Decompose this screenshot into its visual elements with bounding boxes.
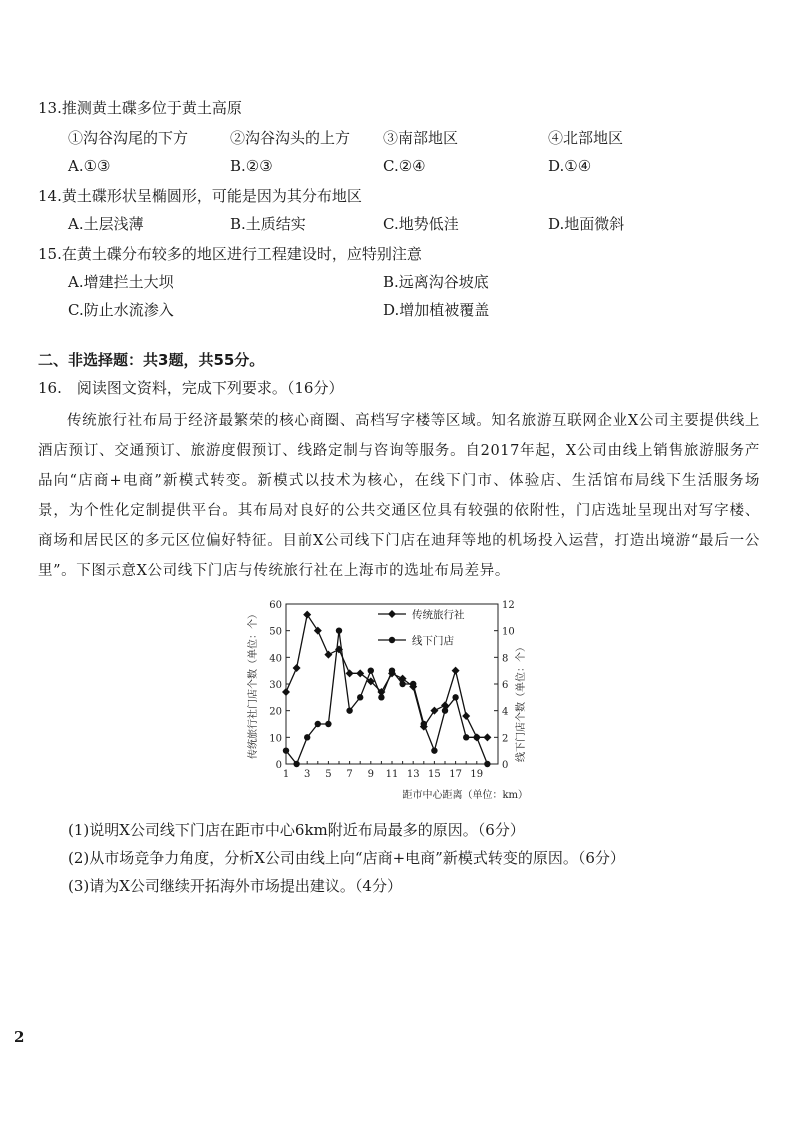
question-13-stem: 13.推测黄土碟多位于黄土高原 <box>38 99 242 117</box>
right-axis-label: 线下门店个数（单位：个） <box>516 642 527 762</box>
question-14-choice-b: B.土质结实 <box>230 215 306 233</box>
x-tick-label: 15 <box>428 769 441 780</box>
question-14-choice-c: C.地势低洼 <box>383 215 459 233</box>
offline-store-point <box>421 721 427 727</box>
x-tick-label: 11 <box>385 769 399 780</box>
question-16-intro: 16. 阅读图文资料，完成下列要求。（16分） <box>38 379 344 397</box>
question-15-choice-c: C.防止水流渗入 <box>68 301 174 319</box>
legend-marker-circle <box>389 637 395 643</box>
traditional-agency-point <box>452 667 460 675</box>
left-axis-label: 传统旅行社门店个数（单位：个） <box>248 609 259 759</box>
x-tick-label: 13 <box>406 769 420 780</box>
question-13-option-2: ②沟谷沟头的上方 <box>230 129 351 147</box>
traditional-agency-point <box>430 707 438 715</box>
question-16-part-1: (1)说明X公司线下门店在距市中心6km附近布局最多的原因。（6分） <box>68 821 525 839</box>
legend-label: 线下门店 <box>412 635 454 647</box>
offline-store-point <box>463 734 469 740</box>
question-13-choice-d: D.①④ <box>548 157 592 175</box>
left-tick-label: 60 <box>269 600 282 611</box>
question-16-part-3: (3)请为X公司继续开拓海外市场提出建议。（4分） <box>68 877 402 895</box>
offline-store-point <box>431 747 437 753</box>
x-axis-label: 距市中心距离（单位：km） <box>402 790 528 801</box>
right-tick-label: 10 <box>502 626 515 638</box>
question-14-stem: 14.黄土碟形状呈椭圆形，可能是因为其分布地区 <box>38 187 362 205</box>
question-15-choice-d: D.增加植被覆盖 <box>383 301 490 319</box>
traditional-agency-point <box>462 712 470 720</box>
offline-store-point <box>399 681 405 687</box>
left-tick-label: 10 <box>269 733 282 745</box>
traditional-agency-point <box>303 611 311 619</box>
left-tick-label: 50 <box>269 626 282 638</box>
offline-store-point <box>474 734 480 740</box>
store-distribution-chart <box>228 592 548 804</box>
question-16-passage <box>38 406 760 586</box>
traditional-agency-point <box>346 669 354 677</box>
traditional-agency-point <box>293 664 301 672</box>
offline-store-point <box>357 694 363 700</box>
x-tick-label: 3 <box>304 769 311 780</box>
question-14-choice-d: D.地面微斜 <box>548 215 625 233</box>
x-tick-label: 19 <box>470 769 484 780</box>
question-13-option-1: ①沟谷沟尾的下方 <box>68 129 189 147</box>
offline-store-point <box>346 707 352 713</box>
offline-store-point <box>378 694 384 700</box>
offline-store-point <box>368 667 374 673</box>
question-16-paragraph: 传统旅行社布局于经济最繁荣的核心商圈、高档写字楼等区域。知名旅游互联网企业X公司主要提供线上酒店预订、交通预订、旅游度假预订、线路定制与咨询等服务。自2017年起，X公司由线上销售旅游服务产品向“店商+电商”新模式转变。新模式以技术为核心，在线下门市、体验店、生活馆布局线下生活服务场景，为个性化定制提供平台。其布局对良好的公共交通区位具有较强的依附性，门店选址呈现出对写字楼、商场和居民区的多元区位偏好特征。目前X公司线下门店在迪拜等地的机场投入运营，打造出境游“最后一公里”。下图示意X公司线下门店与传统旅行社在上海市的选址布局差异。 <box>38 413 760 579</box>
section-title: 二、非选择题：共3题，共55分。 <box>38 351 265 369</box>
traditional-agency-point <box>314 627 322 635</box>
question-15-stem: 15.在黄土碟分布较多的地区进行工程建设时，应特别注意 <box>38 245 422 263</box>
legend-label: 传统旅行社 <box>412 609 465 621</box>
chart-ticks <box>269 600 514 780</box>
question-14-choice-a: A.土层浅薄 <box>68 215 144 233</box>
offline-store-point <box>283 747 289 753</box>
offline-store-point <box>452 694 458 700</box>
right-tick-label: 12 <box>502 600 515 611</box>
question-13-choice-a: A.①③ <box>68 157 111 175</box>
x-tick-label: 7 <box>346 769 353 780</box>
left-tick-label: 30 <box>269 680 282 691</box>
traditional-agency-point <box>324 651 332 659</box>
page-number: 2 <box>14 1028 25 1046</box>
question-13-option-3: ③南部地区 <box>383 129 459 147</box>
offline-store-point <box>442 707 448 713</box>
question-13-choice-c: C.②④ <box>383 157 426 175</box>
x-tick-label: 17 <box>449 769 462 780</box>
left-tick-label: 20 <box>269 706 282 718</box>
x-tick-label: 9 <box>367 769 374 780</box>
traditional-agency-point <box>483 733 491 741</box>
offline-store-point <box>304 734 310 740</box>
right-tick-label: 0 <box>502 760 509 771</box>
offline-store-point <box>315 721 321 727</box>
right-tick-label: 2 <box>502 733 509 745</box>
offline-store-point <box>484 761 490 767</box>
x-tick-label: 1 <box>282 769 290 780</box>
right-tick-label: 8 <box>502 653 509 665</box>
right-tick-label: 6 <box>502 680 509 691</box>
offline-store-point <box>410 681 416 687</box>
question-13-option-4: ④北部地区 <box>548 129 624 147</box>
question-16-part-2: (2)从市场竞争力角度，分析X公司由线上向“店商+电商”新模式转变的原因。（6分） <box>68 849 625 867</box>
offline-store-point <box>336 627 342 633</box>
traditional-agency-point <box>282 688 290 696</box>
offline-store-point <box>389 667 395 673</box>
offline-store-point <box>325 721 331 727</box>
offline-store-point <box>293 761 299 767</box>
question-15-choice-b: B.远离沟谷坡底 <box>383 273 489 291</box>
right-tick-label: 4 <box>502 706 509 718</box>
chart-series <box>282 608 491 767</box>
left-tick-label: 40 <box>269 653 282 665</box>
question-15-choice-a: A.增建拦土大坝 <box>68 273 174 291</box>
question-13-choice-b: B.②③ <box>230 157 273 175</box>
x-tick-label: 5 <box>325 769 332 780</box>
legend-marker-diamond <box>388 610 396 618</box>
left-tick-label: 0 <box>275 760 282 771</box>
